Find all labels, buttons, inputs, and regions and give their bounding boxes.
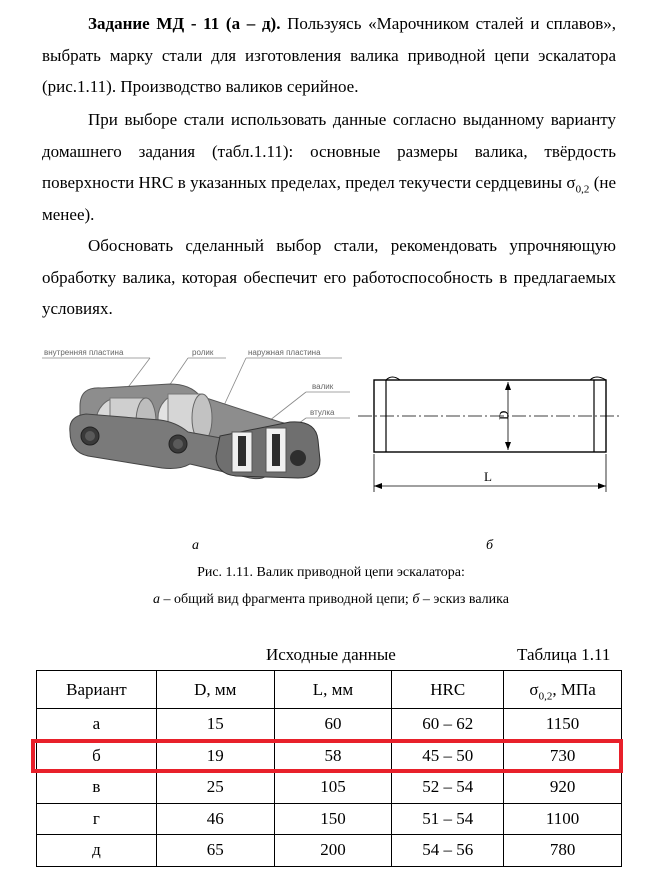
task-paragraph-1 (42, 8, 616, 103)
cell-sigma: 1150 (504, 709, 622, 741)
cell-d: 15 (156, 709, 274, 741)
header-d: D, мм (156, 671, 274, 709)
label-inner-plate: внутренняя пластина (44, 348, 124, 357)
caption-b-letter: б (412, 592, 420, 607)
task-paragraph-2 (42, 104, 616, 230)
figure-caption: Рис. 1.11. Валик приводной цепи эскалатора: (197, 565, 465, 580)
para3-text: Обосновать сделанный выбор стали, рекомендовать упрочняющую обработку валика, которая обеспечит его работоспособность в предлагаемых условиях. (42, 236, 616, 318)
header-sigma (504, 671, 622, 709)
cell-hrc: 52 – 54 (392, 772, 504, 804)
cell-variant: д (37, 835, 157, 867)
chain-illustration (42, 358, 350, 479)
table-row (37, 709, 622, 741)
figure-letter-b: б (486, 538, 494, 553)
para2-subscript: 0,2 (575, 183, 590, 196)
table-title: Исходные данные (266, 645, 396, 664)
cell-l: 60 (274, 709, 392, 741)
figure-caption-detail (0, 592, 662, 608)
cell-hrc: 54 – 56 (392, 835, 504, 867)
label-roller: ролик (192, 348, 214, 357)
table-row (37, 803, 622, 835)
caption-a-letter: а (153, 592, 161, 607)
cell-hrc: 45 – 50 (392, 740, 504, 772)
label-bushing: втулка (310, 408, 335, 417)
cell-sigma: 1100 (504, 803, 622, 835)
figure-1-11 (40, 336, 620, 536)
cell-variant: б (37, 740, 157, 772)
dim-l-label: L (484, 469, 492, 484)
caption-b-text: – эскиз валика (419, 592, 509, 607)
cell-variant: а (37, 709, 157, 741)
cell-d: 46 (156, 803, 274, 835)
task-paragraph-3 (42, 230, 616, 325)
header-hrc: HRC (392, 671, 504, 709)
table-number: Таблица 1.11 (517, 645, 611, 664)
cell-d: 19 (156, 740, 274, 772)
table-header-row (37, 671, 622, 709)
cell-d: 25 (156, 772, 274, 804)
table-row (37, 772, 622, 804)
cell-hrc: 60 – 62 (392, 709, 504, 741)
cell-sigma: 780 (504, 835, 622, 867)
figure-letter-a: а (192, 538, 199, 553)
cell-l: 105 (274, 772, 392, 804)
para2-end: (не менее). (42, 173, 616, 224)
header-sigma-sub: 0,2 (538, 689, 553, 702)
label-outer-plate: наружная пластина (248, 348, 321, 357)
cell-l: 150 (274, 803, 392, 835)
task-intro: Пользуясь «Марочником сталей и сплавов», выбрать марку стали для изготовления валика приводной цепи эскалатора (рис.1.11). Производство валиков серийное. (42, 14, 616, 96)
cell-variant: в (37, 772, 157, 804)
cell-variant: г (37, 803, 157, 835)
para2-text: При выборе стали использовать данные согласно выданному варианту домашнего задания (табл.1.11): основные размеры валика, твёрдость поверхности HRC в указанных пределах, предел текучести сердцевины σ (42, 110, 616, 192)
dim-d-label: D (496, 410, 511, 420)
figure-svg (40, 336, 620, 536)
caption-a-text: – общий вид фрагмента приводной цепи; (160, 592, 413, 607)
header-variant: Вариант (37, 671, 157, 709)
cell-l: 200 (274, 835, 392, 867)
table-row (37, 835, 622, 867)
task-title: Задание МД - 11 (а – д). (88, 14, 281, 33)
header-sigma-symbol: σ (529, 679, 539, 699)
cell-hrc: 51 – 54 (392, 803, 504, 835)
cell-sigma: 920 (504, 772, 622, 804)
cell-d: 65 (156, 835, 274, 867)
selected-row-highlight (31, 739, 623, 773)
header-sigma-unit: , МПа (552, 679, 596, 699)
cell-sigma: 730 (504, 740, 622, 772)
header-l: L, мм (274, 671, 392, 709)
cell-l: 58 (274, 740, 392, 772)
label-pin: валик (312, 382, 334, 391)
